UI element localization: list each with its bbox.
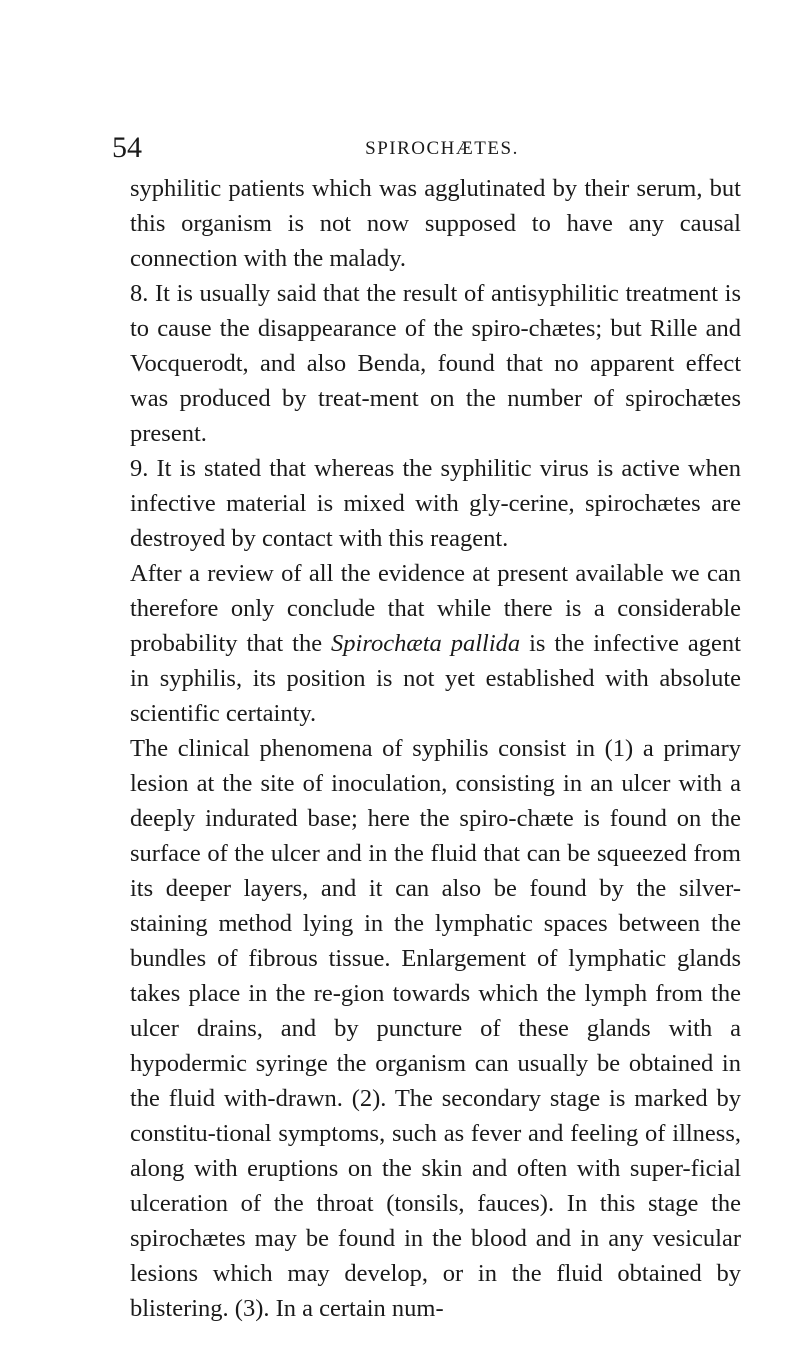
- conclusion-text-start: After a review of all the evidence at present available we can therefore only conclude that while there is a considerable probability that the: [130, 560, 741, 657]
- paragraph-conclusion: [130, 556, 741, 731]
- body-text: [130, 171, 741, 1326]
- page-number: 54: [112, 131, 142, 164]
- page-header: [112, 128, 736, 168]
- conclusion-text-end: is the infective agent in syphilis, its position is not yet established with absolute scientific certainty.: [130, 630, 741, 727]
- paragraph-point-8: 8. It is usually said that the result of antisyphilitic treatment is to cause the disappearance of the spiro-chætes; but Rille and Vocquerodt, and also Benda, found that no apparent effect was produced by treat-ment on the number of spirochætes present.: [130, 280, 741, 447]
- paragraph-continuation: syphilitic patients which was agglutinated by their serum, but this organism is not now supposed to have any causal connection with the malady.: [130, 175, 741, 272]
- running-head: SPIROCHÆTES.: [365, 138, 519, 159]
- paragraph-clinical-phenomena: The clinical phenomena of syphilis consist in (1) a primary lesion at the site of inoculation, consisting in an ulcer with a deeply indurated base; here the spiro-chæte is found on the surface of the ulcer and in the fluid that can be squeezed from its deeper layers, and it can also be found by the silver-staining method lying in the lymphatic spaces between the bundles of fibrous tissue. Enlargement of lymphatic glands takes place in the re-gion towards which the lymph from the ulcer drains, and by puncture of these glands with a hypodermic syringe the organism can usually be obtained in the fluid with-drawn. (2). The secondary stage is marked by constitu-tional symptoms, such as fever and feeling of illness, along with eruptions on the skin and often with super-ficial ulceration of the throat (tonsils, fauces). In this stage the spirochætes may be found in the blood and in any vesicular lesions which may develop, or in the fluid obtained by blistering. (3). In a certain num-: [130, 735, 741, 1322]
- paragraph-point-9: 9. It is stated that whereas the syphilitic virus is active when infective material is mixed with gly-cerine, spirochætes are destroyed by contact with this reagent.: [130, 455, 741, 552]
- species-name: Spirochæta pallida: [331, 630, 521, 657]
